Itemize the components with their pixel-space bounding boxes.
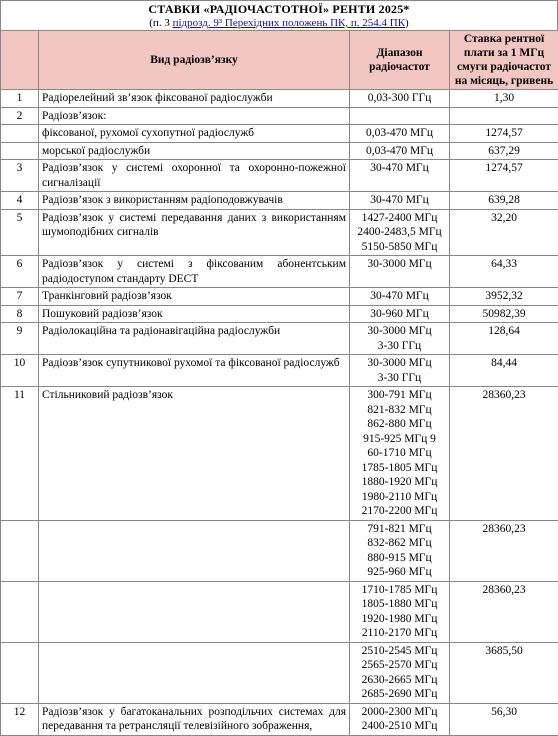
row-rate: 32,20 (450, 209, 558, 256)
subtitle-suffix: ) (405, 17, 409, 29)
row-frequency-range: 300-791 МГц 821-832 МГц 862-880 МГц 915-925 МГц 9 60-1710 МГц 1785-1805 МГц 1880-1920 МГц 1980-2110 МГц 2170-2200 МГц (350, 387, 450, 521)
row-radio-type: Радіолокаційна та радіонавігаційна радіослужби (39, 323, 350, 355)
row-frequency-range: 30-3000 МГц 3-30 ГГц (350, 355, 450, 387)
row-frequency-range: 0,03-470 МГц (350, 125, 450, 143)
row-frequency-range: 2510-2545 МГц 2565-2570 МГц 2630-2665 МГц 2685-2690 МГц (350, 642, 450, 703)
row-number: 3 (1, 160, 39, 192)
row-number: 6 (1, 256, 39, 288)
row-rate: 28360,23 (450, 520, 558, 581)
row-rate: 64,33 (450, 256, 558, 288)
row-rate: 1,30 (450, 90, 558, 108)
row-number (1, 125, 39, 143)
subtitle-prefix: (п. 3 (149, 17, 172, 29)
row-frequency-range: 30-3000 МГц (350, 256, 450, 288)
row-radio-type: фіксованої, рухомої сухопутної радіослужб (39, 125, 350, 143)
row-number: 5 (1, 209, 39, 256)
row-frequency-range: 0,03-470 МГц (350, 142, 450, 160)
row-radio-type: Радіозв’язок з використанням радіоподовжувачів (39, 192, 350, 210)
header-type: Вид радіозв’язку (39, 31, 350, 90)
row-radio-type: Радіорелейний зв’язок фіксованої радіослужби (39, 90, 350, 108)
document-title: СТАВКИ «РАДІОЧАСТОТНОЇ» РЕНТИ 2025* (1, 1, 557, 17)
row-radio-type: Радіозв’язок: (39, 107, 350, 125)
table-row (1, 288, 558, 306)
row-rate: 28360,23 (450, 387, 558, 521)
row-frequency-range: 30-470 МГц (350, 192, 450, 210)
row-number: 10 (1, 355, 39, 387)
row-frequency-range: 1427-2400 МГц 2400-2483,5 МГц 5150-5850 МГц (350, 209, 450, 256)
document-header (0, 0, 558, 30)
row-number: 4 (1, 192, 39, 210)
row-rate: 3952,32 (450, 288, 558, 306)
row-radio-type: Радіозв’язок у системі передавання даних з використанням шумоподібних сигналів (39, 209, 350, 256)
row-rate: 50982,39 (450, 305, 558, 323)
table-row (1, 703, 558, 735)
row-frequency-range: 30-960 МГц (350, 305, 450, 323)
document-subtitle (1, 17, 557, 30)
row-number (1, 642, 39, 703)
table-row (1, 160, 558, 192)
row-number (1, 581, 39, 642)
row-number: 1 (1, 90, 39, 108)
row-frequency-range: 0,03-300 ГГц (350, 90, 450, 108)
table-row (1, 256, 558, 288)
row-rate: 56,30 (450, 703, 558, 735)
table-row (1, 642, 558, 703)
row-frequency-range: 30-470 МГц (350, 160, 450, 192)
table-row (1, 520, 558, 581)
row-rate (450, 107, 558, 125)
table-row (1, 192, 558, 210)
tax-code-link[interactable]: підрозд. 9³ Перехідних положень ПК, п. 254.4 ПК (173, 17, 405, 29)
table-row (1, 209, 558, 256)
row-frequency-range: 30-470 МГц (350, 288, 450, 306)
row-rate: 3685,50 (450, 642, 558, 703)
row-radio-type: Пошуковий радіозв’язок (39, 305, 350, 323)
table-header-row (1, 31, 558, 90)
table-body (1, 90, 558, 736)
row-rate: 1274,57 (450, 125, 558, 143)
row-frequency-range: 1710-1785 МГц 1805-1880 МГц 1920-1980 МГц 2110-2170 МГц (350, 581, 450, 642)
row-number: 9 (1, 323, 39, 355)
row-radio-type: Радіозв’язок супутникової рухомої та фіксованої радіослужб (39, 355, 350, 387)
header-num (1, 31, 39, 90)
row-radio-type (39, 642, 350, 703)
header-rate: Ставка рентної плати за 1 МГц смуги радіочастот на місяць, гривень (450, 31, 558, 90)
row-radio-type (39, 520, 350, 581)
row-frequency-range: 791-821 МГц 832-862 МГц 880-915 МГц 925-960 МГц (350, 520, 450, 581)
row-frequency-range (350, 107, 450, 125)
row-rate: 28360,23 (450, 581, 558, 642)
row-radio-type: Радіозв’язок у системі з фіксованим абонентським радіодоступом стандарту DECT (39, 256, 350, 288)
row-rate: 639,28 (450, 192, 558, 210)
row-number: 12 (1, 703, 39, 735)
rates-table (0, 30, 558, 736)
row-frequency-range: 30-3000 МГц 3-30 ГГц (350, 323, 450, 355)
table-row (1, 90, 558, 108)
row-number: 2 (1, 107, 39, 125)
table-row (1, 581, 558, 642)
row-rate: 84,44 (450, 355, 558, 387)
row-number: 8 (1, 305, 39, 323)
row-radio-type: Транкінговий радіозв’язок (39, 288, 350, 306)
row-rate: 128,64 (450, 323, 558, 355)
row-number (1, 520, 39, 581)
row-number: 11 (1, 387, 39, 521)
header-range: Діапазон радіочастот (350, 31, 450, 90)
table-row (1, 387, 558, 521)
table-row (1, 107, 558, 125)
row-radio-type: Радіозв’язок у системі охоронної та охоронно-пожежної сигналізації (39, 160, 350, 192)
row-number: 7 (1, 288, 39, 306)
row-number (1, 142, 39, 160)
row-radio-type (39, 581, 350, 642)
table-row (1, 323, 558, 355)
row-radio-type: морської радіослужби (39, 142, 350, 160)
row-rate: 1274,57 (450, 160, 558, 192)
row-radio-type: Стільниковий радіозв’язок (39, 387, 350, 521)
row-radio-type: Радіозв’язок у багатоканальних розподільчих системах для передавання та ретрансляції телевізійного зображення, (39, 703, 350, 735)
table-row (1, 305, 558, 323)
table-row (1, 125, 558, 143)
table-row (1, 142, 558, 160)
table-row (1, 355, 558, 387)
row-rate: 637,29 (450, 142, 558, 160)
row-frequency-range: 2000-2300 МГц 2400-2510 МГц (350, 703, 450, 735)
